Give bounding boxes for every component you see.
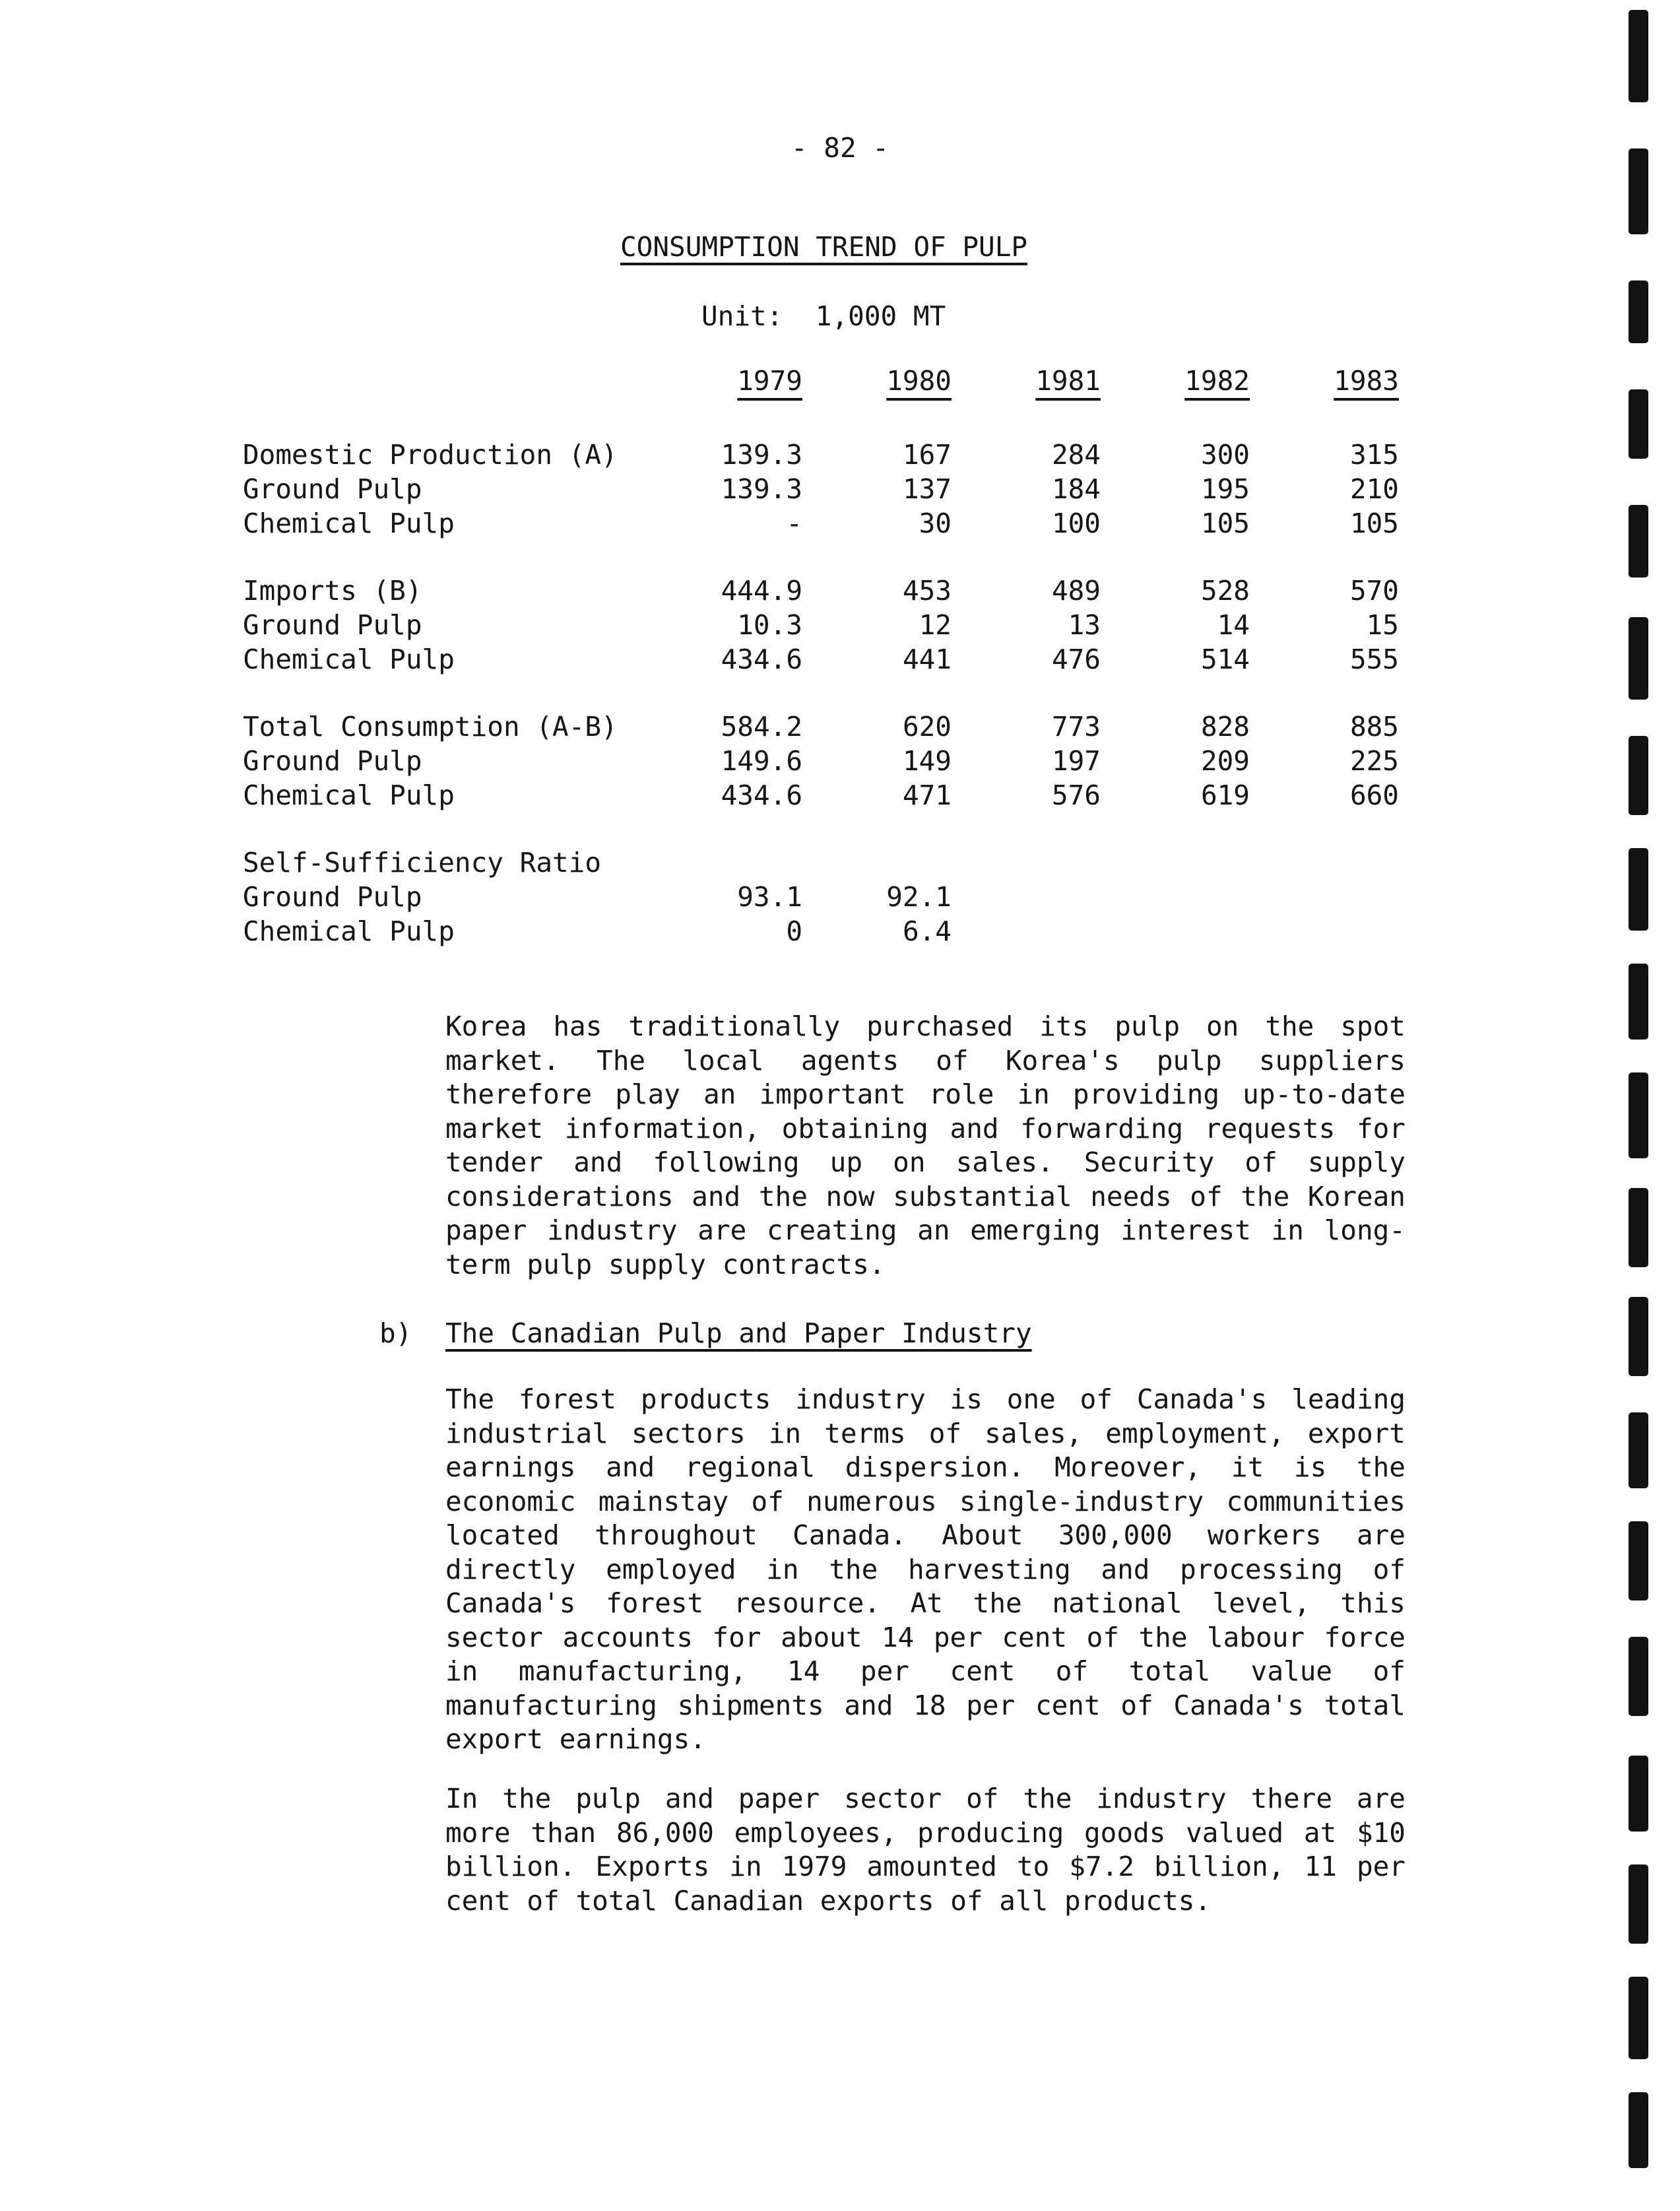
row-label: Self-Sufficiency Ratio xyxy=(243,847,602,878)
cell-1981: 284 xyxy=(1051,439,1101,471)
cell-1981: 476 xyxy=(1051,644,1101,675)
year-header-1979: 1979 xyxy=(737,365,802,397)
binding-mark xyxy=(1629,1188,1648,1267)
cell-1982: 828 xyxy=(1200,711,1250,742)
cell-1981: 489 xyxy=(1051,575,1101,607)
year-header-1981: 1981 xyxy=(1035,365,1101,397)
cell-1979: 139.3 xyxy=(721,473,802,505)
cell-1982: 514 xyxy=(1200,644,1250,675)
binding-mark xyxy=(1629,1864,1648,1944)
cell-1980: 471 xyxy=(902,779,952,811)
cell-1980: 137 xyxy=(902,473,952,505)
cell-1979: 93.1 xyxy=(737,881,802,913)
cell-1979: 434.6 xyxy=(721,779,802,811)
cell-1981: 184 xyxy=(1051,473,1101,505)
cell-1983: 15 xyxy=(1366,609,1399,641)
cell-1980: 92.1 xyxy=(886,881,952,913)
binding-mark xyxy=(1629,1977,1648,2059)
year-header-1982: 1982 xyxy=(1184,365,1250,397)
cell-1979: 0 xyxy=(786,915,802,947)
canada-paragraph-2: In the pulp and paper sector of the industry there are more than 86,000 employees, producing goods valued at $10 billion. Exports in 1979 amounted to $7.2 billion, 11 per cent of total Canadian exports of all products. xyxy=(445,1783,1405,1917)
year-header-1980: 1980 xyxy=(886,365,952,397)
cell-1983: 570 xyxy=(1349,575,1399,607)
cell-1982: 14 xyxy=(1217,609,1250,641)
binding-mark xyxy=(1629,1637,1648,1716)
cell-1982: 209 xyxy=(1200,745,1250,777)
binding-mark xyxy=(1629,389,1648,459)
cell-1982: 300 xyxy=(1200,439,1250,471)
cell-1982: 619 xyxy=(1200,779,1250,811)
row-label: Chemical Pulp xyxy=(243,508,455,539)
row-label: Chemical Pulp xyxy=(243,779,455,811)
cell-1983: 660 xyxy=(1349,779,1399,811)
cell-1980: 30 xyxy=(919,508,952,539)
row-label: Ground Pulp xyxy=(243,473,422,505)
binding-mark xyxy=(1629,10,1648,102)
table-unit: Unit: 1,000 MT xyxy=(701,300,946,332)
cell-1981: 773 xyxy=(1051,711,1101,742)
cell-1981: 13 xyxy=(1068,609,1101,641)
binding-mark xyxy=(1629,964,1648,1040)
cell-1981: 576 xyxy=(1051,779,1101,811)
cell-1982: 195 xyxy=(1200,473,1250,505)
canada-paragraph-1: The forest products industry is one of Canada's leading industrial sectors in terms of sales, employment, export earnings and regional dispersion. Moreover, it is the economic mainstay of numerous single-industry communities located throughout Canada. About 300,000 workers are directly employed in the harvesting and processing of Canada's forest resource. At the national level, this sector accounts for about 14 per cent of the labour force in manufacturing, 14 per cent of total value of manufacturing shipments and 18 per cent of Canada's total export earnings. xyxy=(445,1383,1405,1755)
cell-1983: 225 xyxy=(1349,745,1399,777)
cell-1979: 434.6 xyxy=(721,644,802,675)
table-title: CONSUMPTION TREND OF PULP xyxy=(620,231,1028,263)
cell-1980: 453 xyxy=(902,575,952,607)
row-label: Domestic Production (A) xyxy=(243,439,618,471)
cell-1980: 441 xyxy=(902,644,952,675)
binding-mark xyxy=(1629,505,1648,578)
row-label: Ground Pulp xyxy=(243,745,422,777)
cell-1983: 555 xyxy=(1349,644,1399,675)
cell-1979: 584.2 xyxy=(721,711,802,742)
section-marker: b) xyxy=(379,1317,412,1349)
binding-mark xyxy=(1629,2092,1648,2168)
cell-1982: 528 xyxy=(1200,575,1250,607)
cell-1981: 100 xyxy=(1051,508,1101,539)
row-label: Ground Pulp xyxy=(243,609,422,641)
cell-1982: 105 xyxy=(1200,508,1250,539)
binding-mark xyxy=(1629,1521,1648,1600)
korea-paragraph: Korea has traditionally purchased its pulp on the spot market. The local agents of Korea's pulp suppliers therefore play an important role in providing up-to-date market information, obtaining and forwarding requests for tender and following up on sales. Security of supply considerations and the now substantial needs of the Korean paper industry are creating an emerging interest in long-term pulp supply contracts. xyxy=(445,1010,1405,1280)
binding-mark xyxy=(1629,736,1648,815)
cell-1980: 167 xyxy=(902,439,952,471)
cell-1979: 444.9 xyxy=(721,575,802,607)
cell-1981: 197 xyxy=(1051,745,1101,777)
cell-1983: 885 xyxy=(1349,711,1399,742)
cell-1980: 6.4 xyxy=(902,915,952,947)
binding-mark xyxy=(1629,1412,1648,1488)
binding-mark xyxy=(1629,148,1648,234)
row-label: Chemical Pulp xyxy=(243,644,455,675)
row-label: Total Consumption (A-B) xyxy=(243,711,618,742)
cell-1979: 10.3 xyxy=(737,609,802,641)
cell-1980: 149 xyxy=(902,745,952,777)
cell-1979: 149.6 xyxy=(721,745,802,777)
cell-1979: 139.3 xyxy=(721,439,802,471)
page-number: - 82 - xyxy=(791,132,889,164)
cell-1983: 105 xyxy=(1349,508,1399,539)
section-title: The Canadian Pulp and Paper Industry xyxy=(445,1317,1032,1349)
cell-1983: 210 xyxy=(1349,473,1399,505)
binding-mark xyxy=(1629,1072,1648,1158)
binding-mark xyxy=(1629,1756,1648,1832)
cell-1983: 315 xyxy=(1349,439,1399,471)
row-label: Imports (B) xyxy=(243,575,422,607)
cell-1980: 12 xyxy=(919,609,952,641)
year-header-1983: 1983 xyxy=(1334,365,1399,397)
cell-1980: 620 xyxy=(902,711,952,742)
row-label: Ground Pulp xyxy=(243,881,422,913)
row-label: Chemical Pulp xyxy=(243,915,455,947)
cell-1979: - xyxy=(786,508,802,539)
binding-mark xyxy=(1629,1297,1648,1376)
binding-mark xyxy=(1629,280,1648,343)
binding-mark xyxy=(1629,617,1648,700)
binding-mark xyxy=(1629,848,1648,931)
